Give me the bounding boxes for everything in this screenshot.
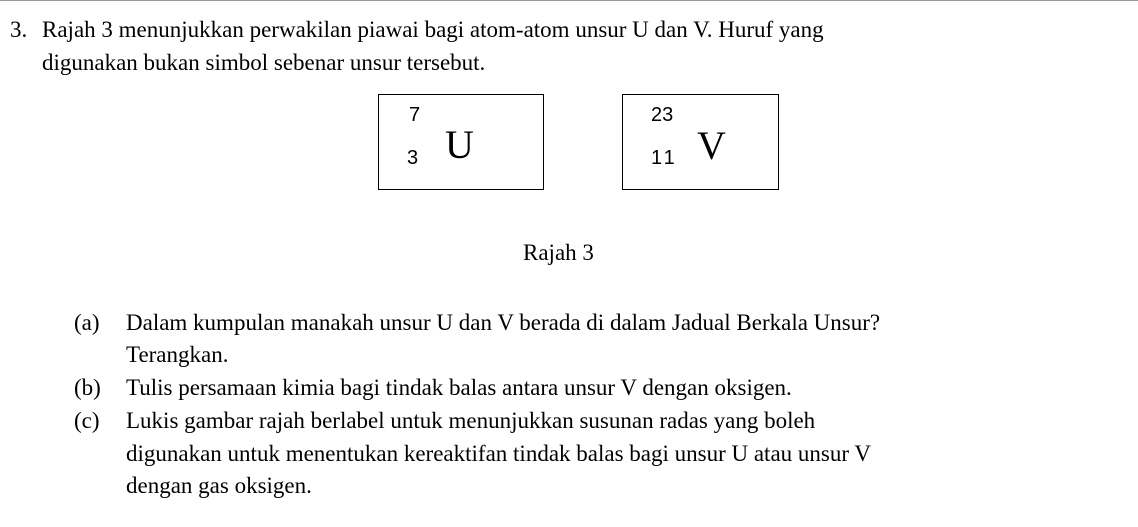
part-a-line-2: Terangkan. <box>126 342 229 367</box>
question-intro-line-1: Rajah 3 menunjukkan perwakilan piawai bagi atom-atom unsur U dan V. Huruf yang <box>42 17 824 42</box>
top-divider <box>0 0 1138 1</box>
atom-u-box <box>378 94 544 190</box>
atom-v-nucleon-number: 23 <box>651 104 674 126</box>
part-a-label: (a) <box>74 310 100 335</box>
part-c-line-2: digunakan untuk menentukan kereaktifan tindak balas bagi unsur U atau unsur V <box>126 441 871 466</box>
atom-u-nucleon-number: 7 <box>409 104 421 126</box>
question-number: 3. <box>10 17 28 42</box>
part-c-line-3: dengan gas oksigen. <box>126 473 312 498</box>
question-intro-line-2: digunakan bukan simbol sebenar unsur tersebut. <box>42 50 486 75</box>
atom-v-box <box>622 94 779 190</box>
part-a-line-1: Dalam kumpulan manakah unsur U dan V berada di dalam Jadual Berkala Unsur? <box>126 310 881 335</box>
atom-v-symbol: V <box>697 123 726 168</box>
atom-u-proton-number: 3 <box>407 147 419 169</box>
figure-caption: Rajah 3 <box>523 240 594 265</box>
atom-v-proton-number: 11 <box>651 147 678 169</box>
part-c-label: (c) <box>74 408 100 433</box>
part-b-label: (b) <box>74 375 101 400</box>
atom-u-symbol: U <box>445 122 474 167</box>
part-c-line-1: Lukis gambar rajah berlabel untuk menunjukkan susunan radas yang boleh <box>126 408 816 433</box>
part-b-line-1: Tulis persamaan kimia bagi tindak balas antara unsur V dengan oksigen. <box>126 375 792 400</box>
